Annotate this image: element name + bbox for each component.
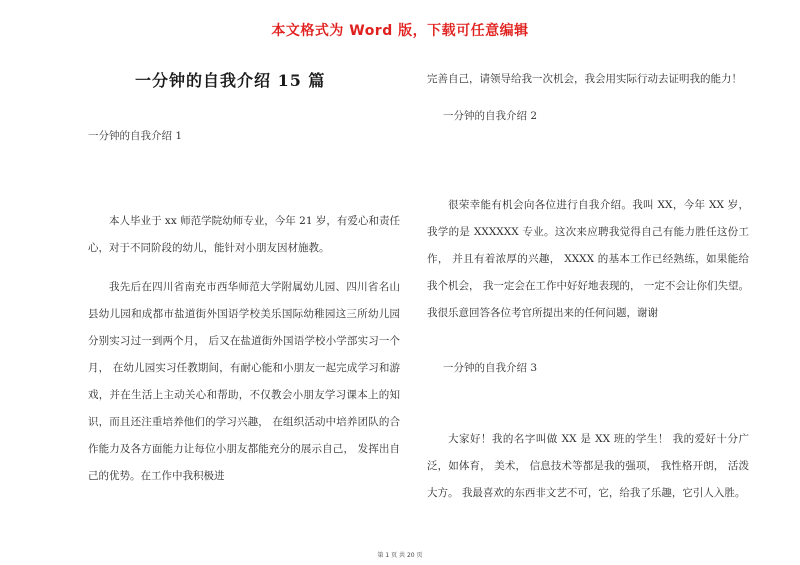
page-footer: 第 1 页 共 20 页 xyxy=(377,552,423,559)
continuation-text xyxy=(427,66,749,93)
paragraph-4-text: 大家好！我的名字叫做 XX 是 XX 班的学生！ 我的爱好十分广泛，如体育， 美术， 信息技术等都是我的强项， 我性格开朗， 活泼大方。 我最喜欢的东西非文艺不可，它，给我了乐趣，它引人入胜。 xyxy=(427,433,749,499)
section-heading-1: 一分钟的自我介绍 1 xyxy=(88,130,183,142)
paragraph-2-text: 我先后在四川省南充市西华师范大学附属幼儿园、四川省名山县幼儿园和成都市盐道街外国语学校美乐国际幼稚园这三所幼儿园分别实习过一到两个月， 后又在盐道街外国语学校小学部实习一个月， 在幼儿园实习任教期间，有耐心能和小朋友一起完成学习和游戏，并在生活上主动关心和帮助，不仅教会小朋友学习课本上的知识，而且还注重培养他们的学习兴趣， 在组织活动中培养团队的合作能力及各方面能力让每位小朋友都能充分的展示自己， 发挥出自己的优势。在工作中我积极进 xyxy=(88,281,400,482)
paragraph-3-text: 很荣幸能有机会向各位进行自我介绍。我叫 XX，今年 XX 岁， 我学的是 XXXXXX 专业。这次来应聘我觉得自己有能力胜任这份工作， 并且有着浓厚的兴趣， XXXX 的基本工作已经熟练，如果能给我个机会， 我一定会在工作中好好地表现的， 一定不会让你们失望。我很乐意回答各位考官所提出来的任何问题，谢谢 xyxy=(427,199,749,319)
word-format-banner: 本文格式为 Word 版，下载可任意编辑 xyxy=(271,23,529,39)
document-title: 一分钟的自我介绍 15 篇 xyxy=(135,71,326,90)
paragraph-1-text: 本人毕业于 xx 师范学院幼师专业，今年 21 岁，有爱心和责任心，对于不同阶段的幼儿，能针对小朋友因材施教。 xyxy=(88,215,400,254)
continuation-text-line: 完善自己，请领导给我一次机会，我会用实际行动去证明我的能力！ xyxy=(427,73,742,85)
section-heading-2: 一分钟的自我介绍 2 xyxy=(443,110,538,122)
section-heading-3: 一分钟的自我介绍 3 xyxy=(443,362,538,374)
paragraph-1 xyxy=(88,208,400,262)
paragraph-4 xyxy=(427,426,749,507)
paragraph-3 xyxy=(427,192,749,327)
paragraph-2 xyxy=(88,274,400,490)
